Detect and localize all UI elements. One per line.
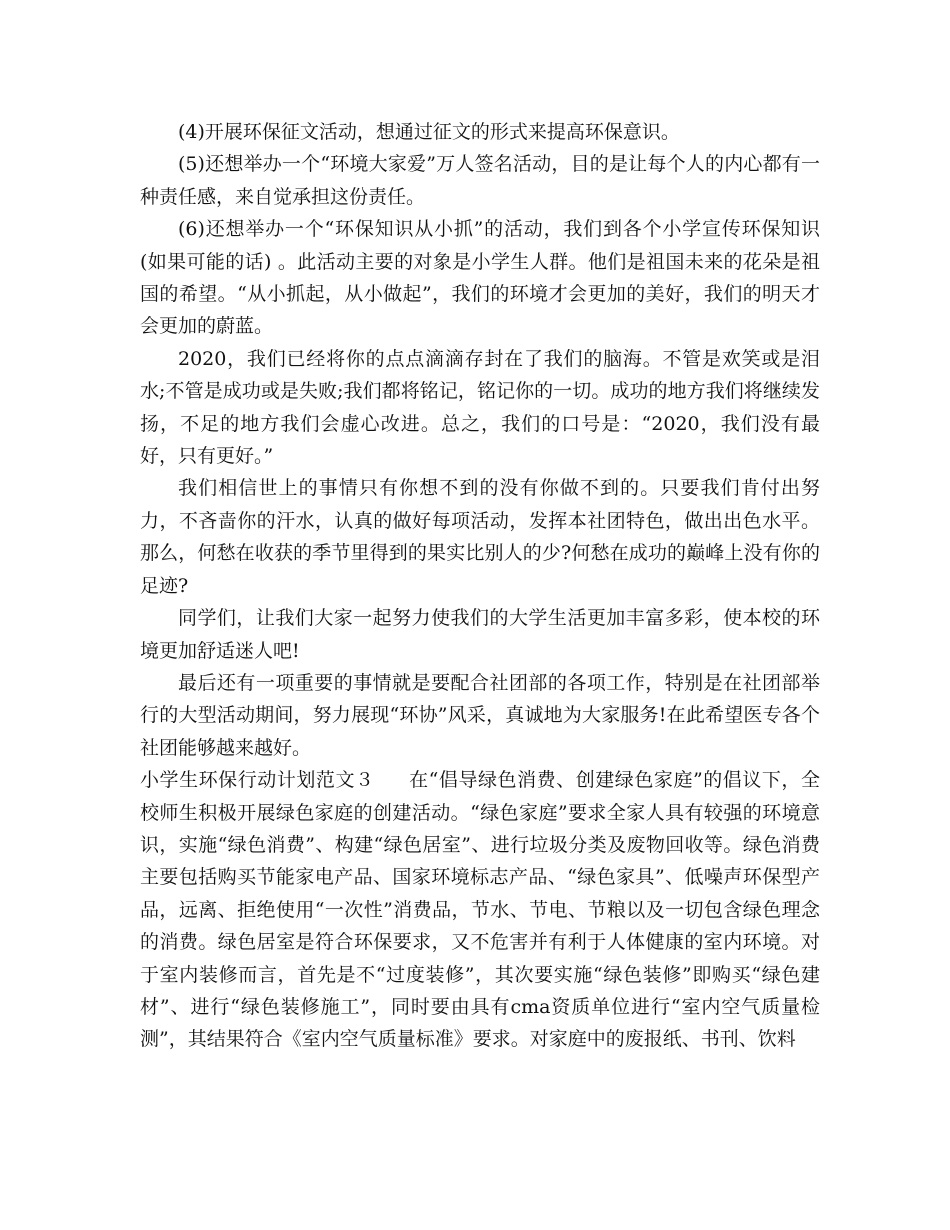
- section-body: 在“倡导绿色消费、创建绿色家庭”的倡议下，全校师生积极开展绿色家庭的创建活动。“绿色家庭”要求全家人具有较强的环境意识，实施“绿色消费”、构建“绿色居室”、进行垃圾分类及废物回收等。绿色消费主要包括购买节能家电产品、国家环境标志产品、“绿色家具”、低噪声环保型产品，远离、拒绝使用“一次性”消费品，节水、节电、节粮以及一切包含绿色理念的消费。绿色居室是符合环保要求，又不危害并有利于人体健康的室内环境。对于室内装修而言，首先是不“过度装修”，其次要实施“绿色装修”即购买“绿色建材”、进行“绿色装修施工”，同时要由具有cma资质单位进行“室内空气质量检测”，其结果符合《室内空气质量标准》要求。对家庭中的废报纸、书刊、饮料: [140, 769, 820, 1051]
- section-title: 小学生环保行动计划范文３: [140, 769, 375, 792]
- paragraph: 同学们，让我们大家一起努力使我们的大学生活更加丰富多彩，使本校的环境更加舒适迷人吧!: [140, 607, 820, 662]
- paragraph: (4)开展环保征文活动，想通过征文的形式来提高环保意识。: [178, 121, 680, 143]
- paragraph: (5)还想举办一个“环境大家爱”万人签名活动，目的是让每个人的内心都有一种责任感，来自觉承担这份责任。: [140, 153, 820, 208]
- paragraph: 我们相信世上的事情只有你想不到的没有你做不到的。只要我们肯付出努力，不吝啬你的汗水，认真的做好每项活动，发挥本社团特色，做出出色水平。那么，何愁在收获的季节里得到的果实比别人的少?何愁在成功的巅峰上没有你的足迹?: [140, 477, 820, 597]
- document-body: [140, 116, 820, 1056]
- paragraph: 2020，我们已经将你的点点滴滴存封在了我们的脑海。不管是欢笑或是泪水;不管是成功或是失败;我们都将铭记，铭记你的一切。成功的地方我们将继续发扬，不足的地方我们会虚心改进。总之，我们的口号是：“2020，我们没有最好，只有更好。”: [140, 347, 820, 468]
- paragraph: (6)还想举办一个“环保知识从小抓”的活动，我们到各个小学宣传环保知识(如果可能的话) 。此活动主要的对象是小学生人群。他们是祖国未来的花朵是祖国的希望。“从小抓起，从小做起”，我们的环境才会更加的美好，我们的明天才会更加的蔚蓝。: [140, 218, 820, 338]
- section-paragraph: [140, 764, 820, 1056]
- paragraph: 最后还有一项重要的事情就是要配合社团部的各项工作，特别是在社团部举行的大型活动期间，努力展现“环协”风采，真诚地为大家服务!在此希望医专各个社团能够越来越好。: [140, 671, 820, 759]
